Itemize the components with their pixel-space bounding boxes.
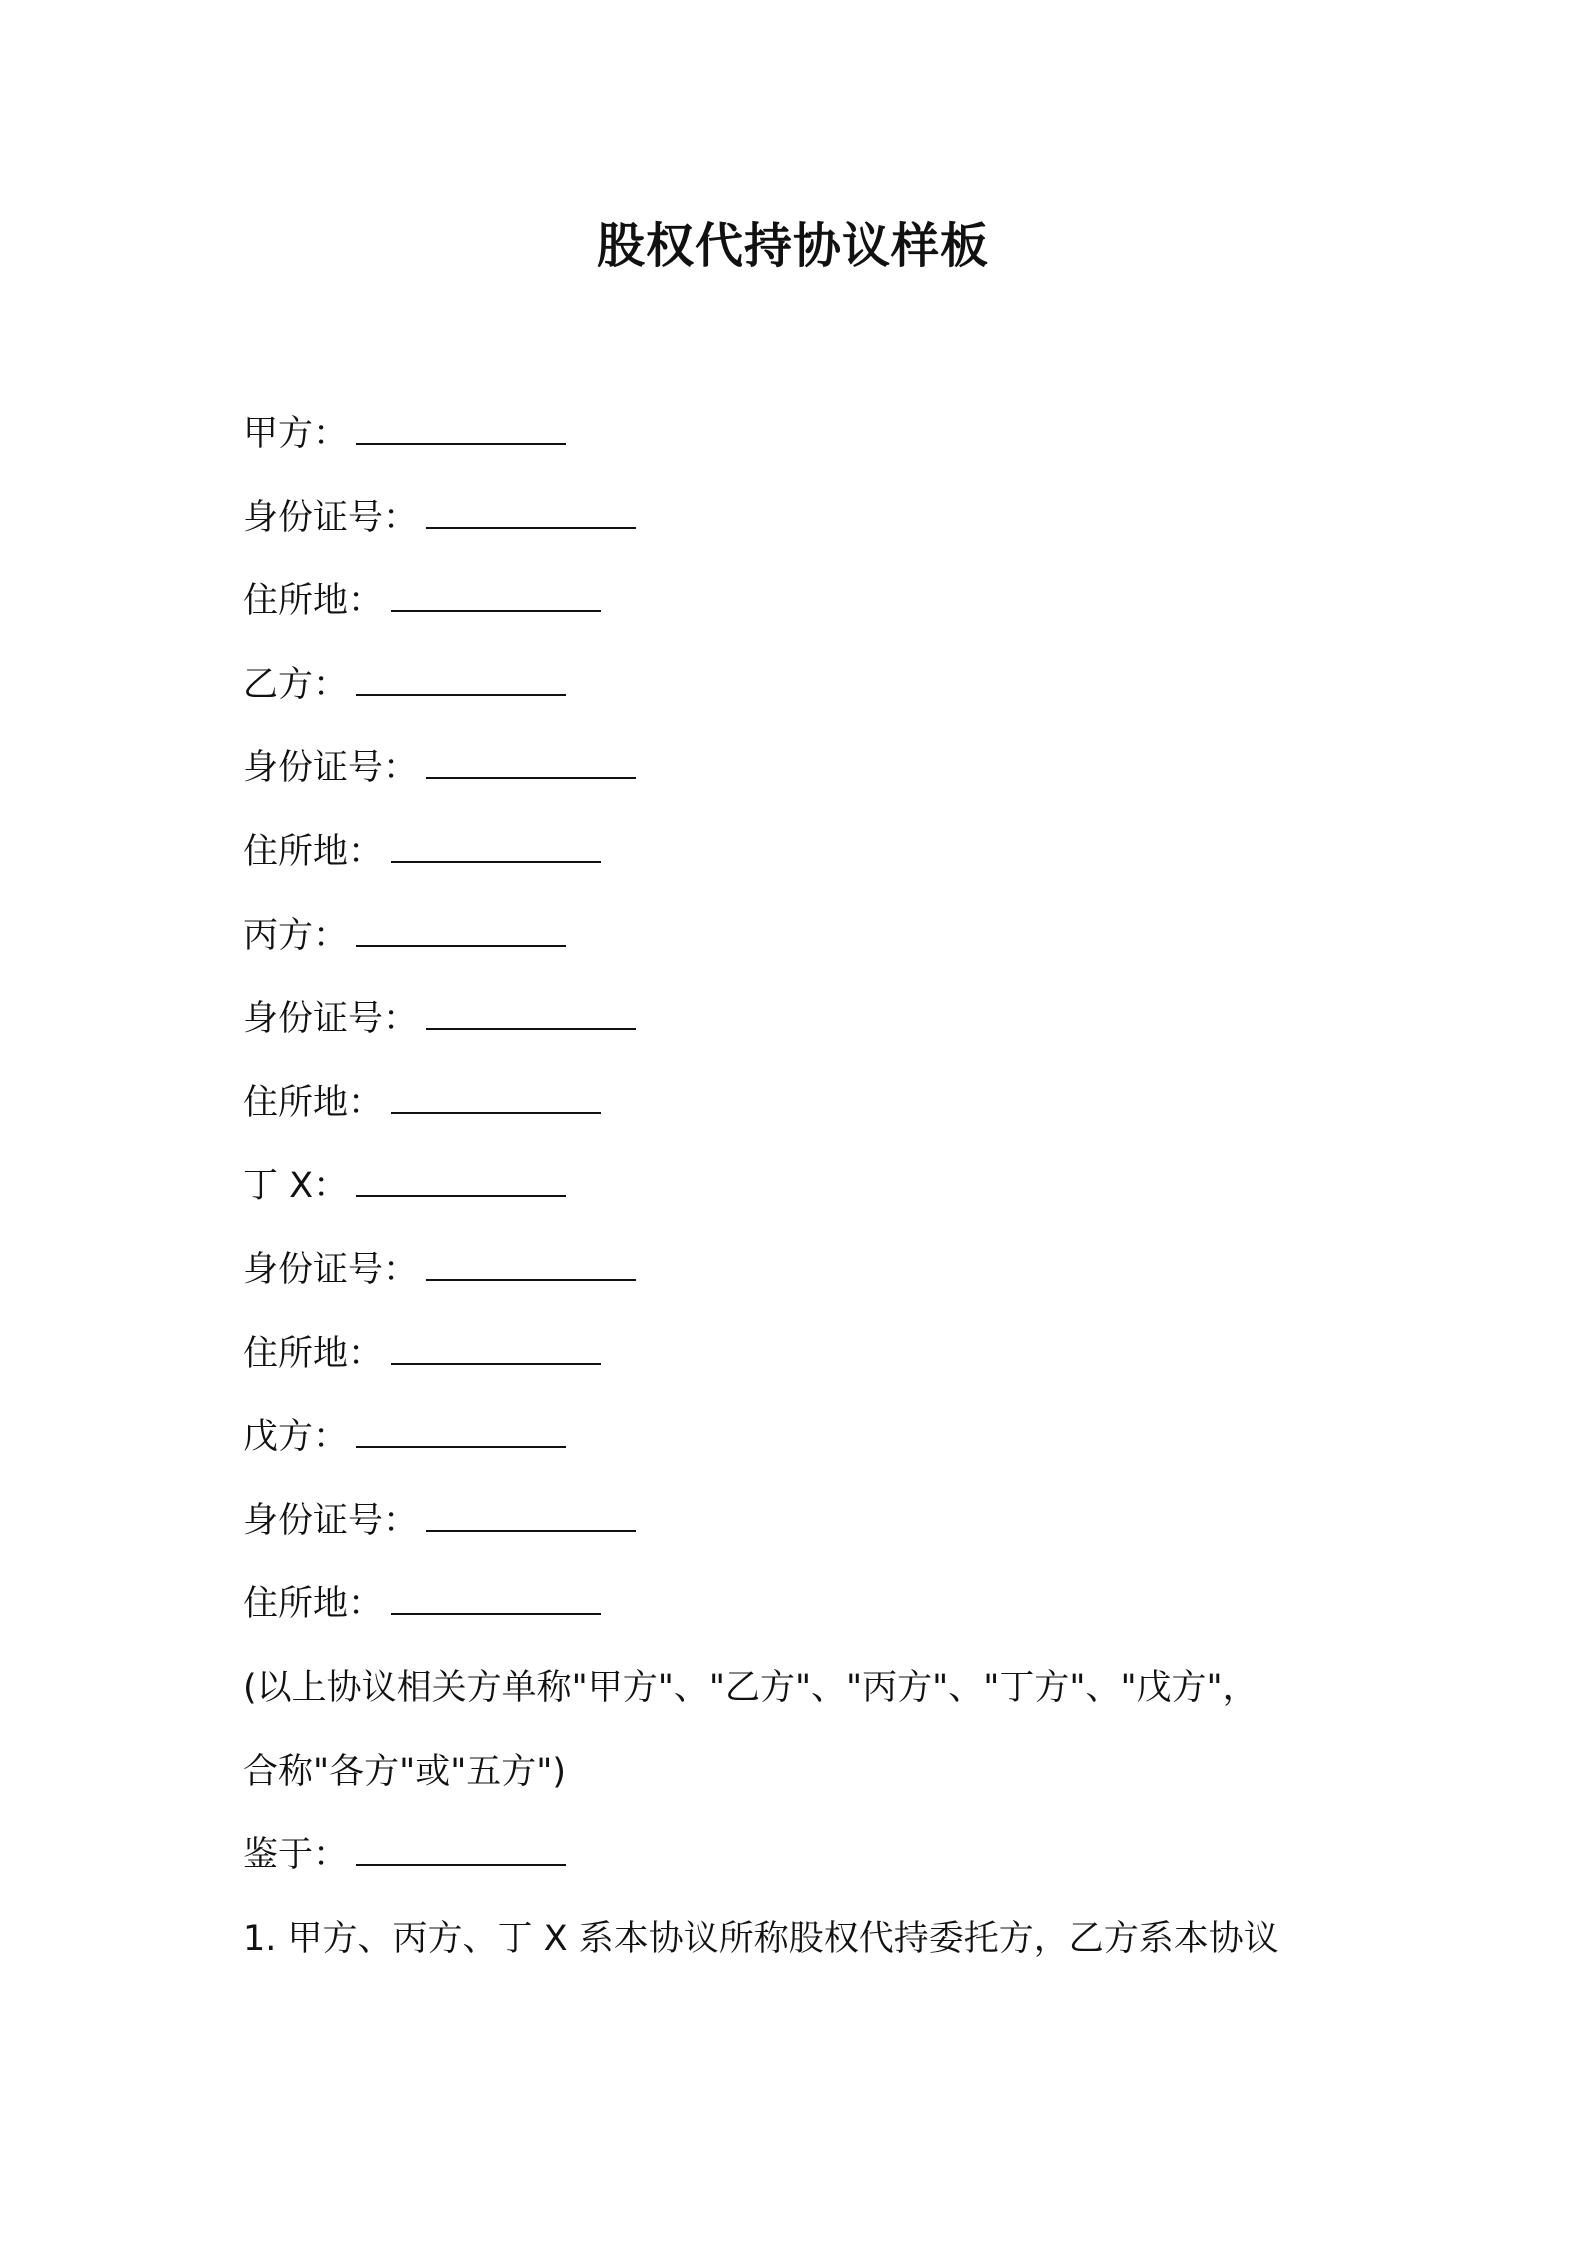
whereas-blank xyxy=(356,1832,566,1866)
party-a-address-blank xyxy=(391,578,601,612)
party-d-id-line xyxy=(243,1240,1363,1324)
party-b-address-blank xyxy=(391,829,601,863)
party-a-name-label: 甲方： xyxy=(243,414,349,454)
party-d-name-blank xyxy=(356,1163,566,1197)
party-c-name-label: 丙方： xyxy=(243,915,349,956)
parties-note-line-2: 合称"各方"或"五方") xyxy=(243,1751,567,1792)
party-a-name-line xyxy=(243,404,1363,488)
party-a-address-label: 住所地： xyxy=(243,581,384,622)
party-b-id-line xyxy=(243,738,1363,822)
party-e-address-line xyxy=(243,1574,1363,1658)
party-d-id-blank xyxy=(426,1247,636,1281)
party-b-name-line xyxy=(243,655,1363,739)
party-e-id-blank xyxy=(426,1498,636,1532)
party-c-id-line xyxy=(243,989,1363,1073)
party-e-name-line xyxy=(243,1407,1363,1491)
party-e-address-blank xyxy=(391,1581,601,1615)
party-c-name-line xyxy=(243,906,1363,990)
party-c-address-line xyxy=(243,1073,1363,1157)
party-a-id-blank xyxy=(426,495,636,529)
party-c-address-blank xyxy=(391,1080,601,1114)
party-c-id-label: 身份证号： xyxy=(243,999,419,1040)
party-a-id-line xyxy=(243,488,1363,572)
party-a-id-label: 身份证号： xyxy=(243,497,419,538)
parties-note-line-1: (以上协议相关方单称"甲方"、"乙方"、"丙方"、"丁方"、"戊方"， xyxy=(243,1667,1258,1708)
party-a-address-line xyxy=(243,571,1363,655)
party-b-address-label: 住所地： xyxy=(243,831,384,872)
document-body xyxy=(243,404,1363,1992)
party-b-address-line xyxy=(243,822,1363,906)
whereas-line xyxy=(243,1825,1363,1909)
party-e-address-label: 住所地： xyxy=(243,1584,384,1625)
party-d-address-line xyxy=(243,1324,1363,1408)
party-d-name-label: 丁 X： xyxy=(243,1166,349,1207)
document-title: 股权代持协议样板 xyxy=(596,218,989,274)
party-b-name-blank xyxy=(356,662,566,696)
party-e-id-line xyxy=(243,1491,1363,1575)
party-b-name-label: 乙方： xyxy=(243,664,349,705)
party-d-id-label: 身份证号： xyxy=(243,1249,419,1290)
party-e-name-label: 戊方： xyxy=(243,1417,349,1458)
party-d-address-blank xyxy=(391,1331,601,1365)
whereas-label: 鉴于： xyxy=(243,1835,349,1876)
party-a-name-blank xyxy=(356,411,566,445)
party-d-name-line xyxy=(243,1156,1363,1240)
party-c-address-label: 住所地： xyxy=(243,1082,384,1123)
party-e-id-label: 身份证号： xyxy=(243,1500,419,1541)
party-b-id-label: 身份证号： xyxy=(243,748,419,789)
clause-1-text: 1. 甲方、丙方、丁 X 系本协议所称股权代持委托方，乙方系本协议 xyxy=(243,1918,1279,1959)
party-b-id-blank xyxy=(426,745,636,779)
party-d-address-label: 住所地： xyxy=(243,1333,384,1374)
party-c-id-blank xyxy=(426,996,636,1030)
party-e-name-blank xyxy=(356,1414,566,1448)
party-c-name-blank xyxy=(356,913,566,947)
